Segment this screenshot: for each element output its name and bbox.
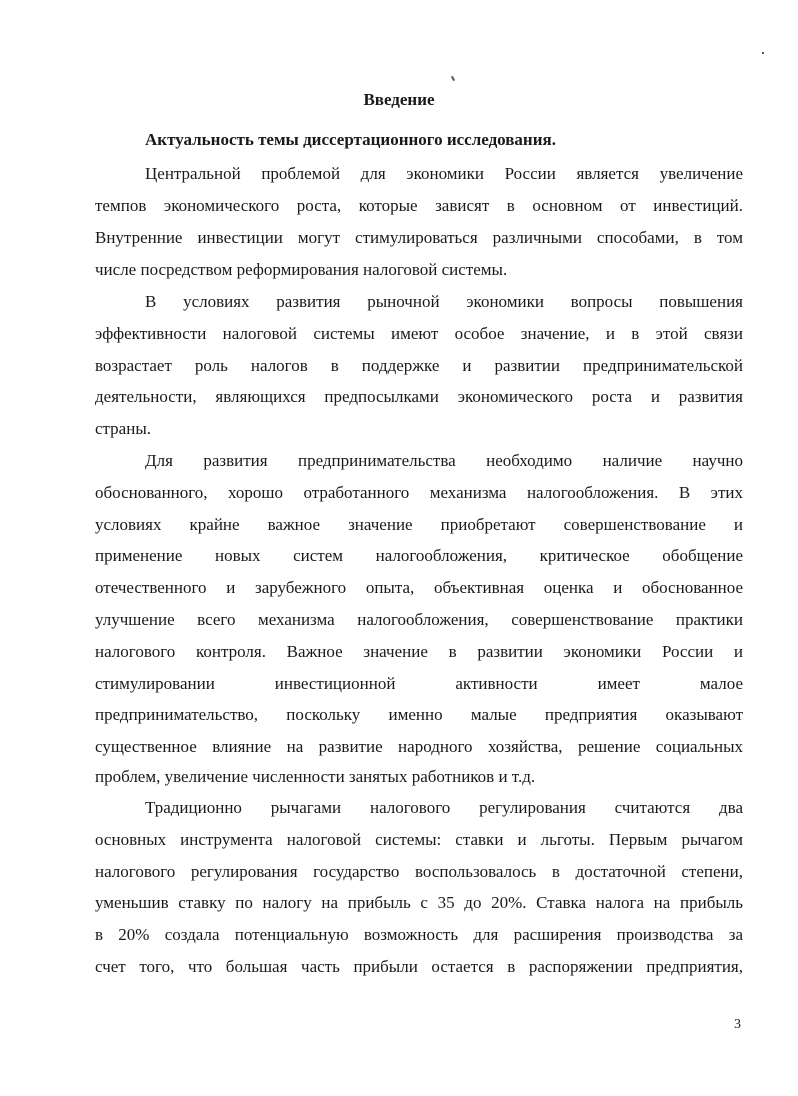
text-line: счет того, что большая часть прибыли остается в распоряжении предприятия, [95,957,743,976]
text-line: возрастает роль налогов в поддержке и развитии предпринимательской [95,356,743,375]
text-line: Центральной проблемой для экономики России является увеличение [145,164,743,183]
text-line: Для развития предпринимательства необходимо наличие научно [145,451,743,470]
text-line: деятельности, являющихся предпосылками экономического роста и развития [95,387,743,406]
text-line: страны. [95,419,151,438]
scan-speck [762,52,764,54]
text-line: обоснованного, хорошо отработанного механизма налогообложения. В этих [95,483,743,502]
text-line: В условиях развития рыночной экономики вопросы повышения [145,292,743,311]
text-line: стимулировании инвестиционной активности имеет малое [95,674,743,693]
text-line: существенное влияние на развитие народного хозяйства, решение социальных [95,737,743,756]
text-line: в 20% создала потенциальную возможность для расширения производства за [95,925,743,944]
text-line: проблем, увеличение численности занятых работников и т.д. [95,767,536,786]
text-line: эффективности налоговой системы имеют особое значение, и в этой связи [95,324,743,343]
text-line: темпов экономического роста, которые зависят в основном от инвестиций. [95,196,743,215]
text-line: предпринимательство, поскольку именно малые предприятия оказывают [95,705,743,724]
text-line: условиях крайне важное значение приобретают совершенствование и [95,515,743,534]
section-subheading: Актуальность темы диссертационного исследования. [145,130,556,149]
text-line: числе посредством реформирования налоговой системы. [95,260,508,279]
text-line: налогового регулирования государство воспользовалось в достаточной степени, [95,862,743,881]
page-number: 3 [734,1017,741,1032]
text-line: уменьшив ставку по налогу на прибыль с 35 до 20%. Ставка налога на прибыль [95,893,743,912]
text-line: основных инструмента налоговой системы: ставки и льготы. Первым рычагом [95,830,743,849]
text-line: улучшение всего механизма налогообложения, совершенствование практики [95,610,743,629]
text-line: Традиционно рычагами налогового регулирования считаются два [145,798,743,817]
text-line: налогового контроля. Важное значение в развитии экономики России и [95,642,743,661]
text-line: отечественного и зарубежного опыта, объективная оценка и обоснованное [95,578,743,597]
text-line: применение новых систем налогообложения, критическое обобщение [95,546,743,565]
page-heading: Введение [363,90,435,109]
text-line: Внутренние инвестиции могут стимулироваться различными способами, в том [95,228,743,247]
scan-speck [451,76,455,81]
